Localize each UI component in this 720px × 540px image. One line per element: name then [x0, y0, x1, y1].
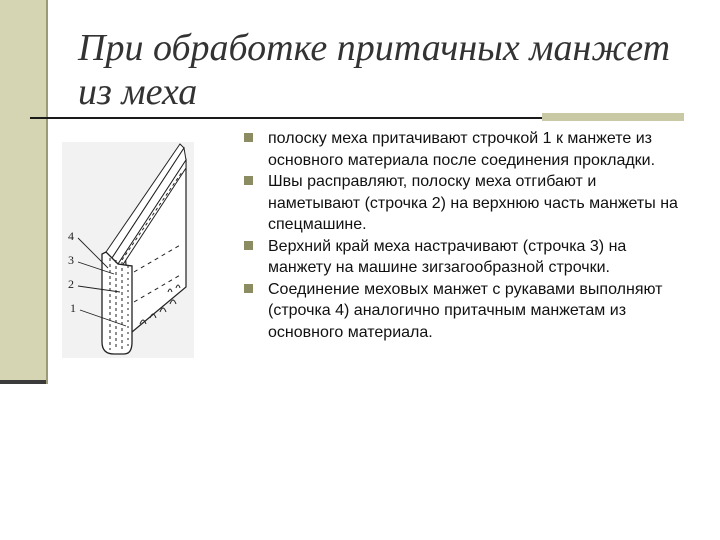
title-underline	[30, 117, 542, 119]
cuff-seam-diagram	[62, 142, 194, 358]
bullet-item	[244, 171, 684, 236]
bullet-square-icon	[244, 241, 253, 250]
label-3: 3	[68, 253, 74, 267]
side-bar-edge	[46, 0, 48, 384]
decorative-side-bar	[0, 0, 46, 384]
slide-title-line-2: из меха	[78, 71, 198, 113]
bullet-item	[244, 279, 684, 344]
bullet-item	[244, 128, 684, 171]
bullet-square-icon	[244, 133, 253, 142]
bullet-square-icon	[244, 284, 253, 293]
label-1: 1	[70, 301, 76, 315]
bullet-text: Швы расправляют, полоску меха отгибают и наметывают (строчка 2) на верхнюю часть манжеты на спецмашине.	[268, 173, 678, 233]
bullet-text: Соединение меховых манжет с рукавами выполняют (строчка 4) аналогично притачным манжетам из основного материала.	[268, 280, 663, 341]
title-accent-bar	[542, 113, 684, 121]
slide-title	[78, 26, 698, 114]
bullet-text: Верхний край меха настрачивают (строчка 3) на манжету на машине зигзагообразной строчки.	[268, 237, 627, 276]
bullet-list	[244, 128, 684, 343]
bullet-square-icon	[244, 176, 253, 185]
bullet-item	[244, 236, 684, 279]
label-4: 4	[68, 229, 74, 243]
bullet-text: полоску меха притачивают строчкой 1 к манжете из основного материала после соединения прокладки.	[268, 130, 656, 169]
slide-title-line-1: При обработке притачных манжет	[78, 27, 671, 69]
label-2: 2	[68, 277, 74, 291]
side-bar-foot	[0, 380, 46, 384]
